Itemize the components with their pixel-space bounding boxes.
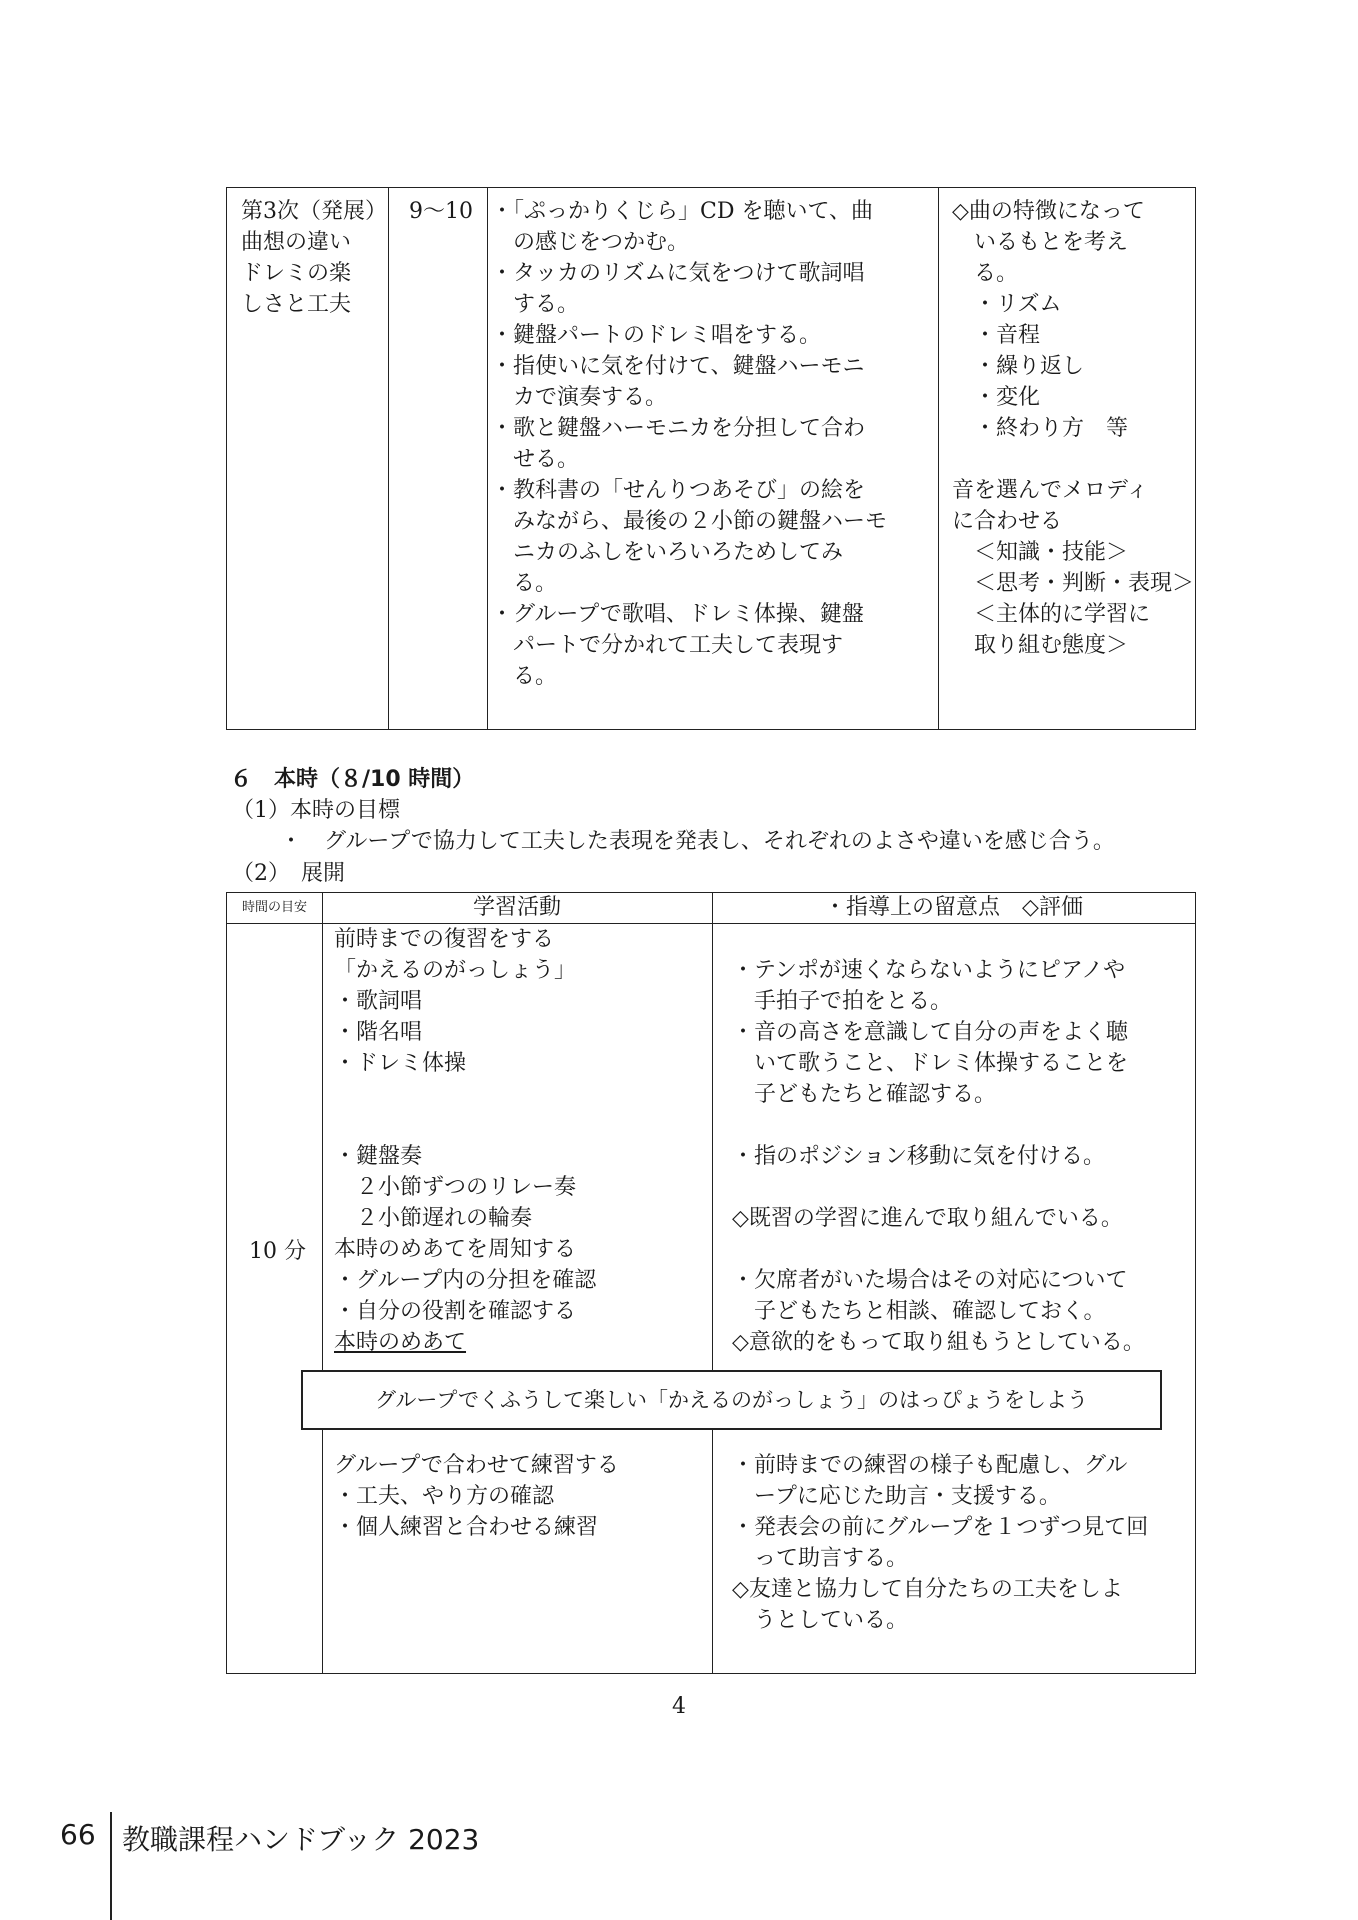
text-line: ・鍵盤奏 bbox=[334, 1144, 423, 1169]
text-line: に合わせる bbox=[952, 509, 1063, 534]
text-line: ・音程 bbox=[952, 323, 1041, 348]
text-line: ・工夫、やり方の確認 bbox=[334, 1484, 555, 1509]
text-line: る。 bbox=[952, 261, 1019, 286]
text-line bbox=[732, 1234, 1145, 1265]
text-line: ◇曲の特徴になって bbox=[952, 199, 1145, 224]
text-line: ・グループで歌唱、ドレミ体操、鍵盤 bbox=[491, 602, 864, 627]
header-activity: 学習活動 bbox=[472, 895, 561, 920]
text-line: せる。 bbox=[491, 447, 580, 472]
text-line: ・指のポジション移動に気を付ける。 bbox=[732, 1144, 1106, 1169]
stage-cell bbox=[241, 196, 387, 320]
text-line: ・終わり方 等 bbox=[952, 416, 1129, 441]
activity-top-cell bbox=[334, 924, 596, 1358]
text-line: ドレミの楽 bbox=[241, 261, 352, 286]
text-line: ・発表会の前にグループを１つずつ見て回 bbox=[732, 1515, 1149, 1540]
text-line: ・前時までの練習の様子も配慮し、グル bbox=[732, 1453, 1128, 1478]
text-line: ープに応じた助言・支援する。 bbox=[732, 1484, 1061, 1509]
text-line: る。 bbox=[491, 664, 558, 689]
text-line: ・変化 bbox=[952, 385, 1041, 410]
text-line: ・タッカのリズムに気をつけて歌詞唱 bbox=[491, 261, 865, 286]
column-divider bbox=[322, 893, 323, 1673]
text-line: 子どもたちと相談、確認しておく。 bbox=[732, 1299, 1106, 1324]
footer-divider bbox=[110, 1812, 112, 1920]
text-line: する。 bbox=[491, 292, 580, 317]
header-points: ・指導上の留意点 ◇評価 bbox=[824, 895, 1083, 920]
text-line: ・音の高さを意識して自分の声をよく聴 bbox=[732, 1020, 1129, 1045]
activity-bottom-cell bbox=[334, 1450, 619, 1543]
text-line: ・繰り返し bbox=[952, 354, 1085, 379]
text-line: ・欠席者がいた場合はその対応について bbox=[732, 1268, 1128, 1293]
text-line: ・歌詞唱 bbox=[334, 989, 423, 1014]
text-line: 音を選んでメロディ bbox=[952, 478, 1149, 503]
column-divider bbox=[712, 893, 713, 1673]
points-top-cell bbox=[732, 924, 1145, 1358]
text-line: る。 bbox=[491, 571, 558, 596]
text-line: うとしている。 bbox=[732, 1608, 909, 1633]
time-value: 10 分 bbox=[249, 1239, 306, 1264]
text-line: ＜知識・技能＞ bbox=[952, 540, 1129, 565]
text-line: ・鍵盤パートのドレミ唱をする。 bbox=[491, 323, 822, 348]
activity-underlined: 本時のめあて bbox=[334, 1330, 467, 1355]
text-line: 第3次（発展） bbox=[241, 199, 387, 224]
activity-top-lines bbox=[334, 924, 596, 1327]
text-line: ・階名唱 bbox=[334, 1020, 423, 1045]
text-line: みながら、最後の２小節の鍵盤ハーモ bbox=[491, 509, 888, 534]
text-line: ２小節ずつのリレー奏 bbox=[334, 1175, 577, 1200]
text-line: 手拍子で拍をとる。 bbox=[732, 989, 953, 1014]
activities-cell bbox=[491, 196, 887, 692]
lesson-development-table bbox=[226, 892, 1196, 1674]
text-line: ・歌と鍵盤ハーモニカを分担して合わ bbox=[491, 416, 866, 441]
text-line: の感じをつかむ。 bbox=[491, 230, 690, 255]
evaluation-cell bbox=[952, 196, 1194, 661]
text-line bbox=[334, 1079, 596, 1110]
text-line: 曲想の違い bbox=[241, 230, 352, 255]
text-line: ２小節遅れの輪奏 bbox=[334, 1206, 533, 1231]
hours-cell: 9〜10 bbox=[409, 199, 473, 224]
text-line: ・リズム bbox=[952, 292, 1062, 317]
text-line: ・テンポが速くならないようにピアノや bbox=[732, 958, 1126, 983]
text-line: グループで合わせて練習する bbox=[334, 1453, 619, 1478]
column-divider bbox=[388, 188, 389, 729]
text-line: ◇友達と協力して自分たちの工夫をしよ bbox=[732, 1577, 1123, 1602]
footer-title: 教職課程ハンドブック 2023 bbox=[122, 1823, 480, 1856]
footer-page-number: 66 bbox=[60, 1818, 96, 1851]
unit-plan-table bbox=[226, 187, 1196, 730]
text-line: パートで分かれて工夫して表現す bbox=[491, 633, 844, 658]
text-line: いるもとを考え bbox=[952, 230, 1129, 255]
text-line: ・教科書の「せんりつあそび」の絵を bbox=[491, 478, 866, 503]
text-line: って助言する。 bbox=[732, 1546, 909, 1571]
text-line bbox=[732, 924, 1145, 955]
section-title: ６ 本時（８/10 時間） bbox=[230, 767, 475, 792]
text-line: ・自分の役割を確認する bbox=[334, 1299, 577, 1324]
text-line: ・グループ内の分担を確認 bbox=[334, 1268, 597, 1293]
page-number: 4 bbox=[672, 1694, 686, 1719]
text-line: いて歌うこと、ドレミ体操することを bbox=[732, 1051, 1129, 1076]
text-line: しさと工夫 bbox=[241, 292, 352, 317]
text-line: ・ドレミ体操 bbox=[334, 1051, 467, 1076]
goal-heading: （1）本時の目標 bbox=[232, 798, 400, 823]
text-line: 前時までの復習をする bbox=[334, 927, 555, 952]
text-line: ◇既習の学習に進んで取り組んでいる。 bbox=[732, 1206, 1123, 1231]
header-time: 時間の目安 bbox=[241, 900, 307, 915]
text-line: カで演奏する。 bbox=[491, 385, 668, 410]
column-divider bbox=[487, 188, 488, 729]
text-line bbox=[334, 1110, 596, 1141]
column-divider bbox=[938, 188, 939, 729]
text-line bbox=[732, 1110, 1145, 1141]
text-line: ・指使いに気を付けて、鍵盤ハーモニ bbox=[491, 354, 865, 379]
text-line: ニカのふしをいろいろためしてみ bbox=[491, 540, 844, 565]
lesson-goal-box: グループでくふうして楽しい「かえるのがっしょう」のはっぴょうをしよう bbox=[301, 1370, 1162, 1430]
development-heading: （2） 展開 bbox=[232, 861, 345, 886]
text-line: 子どもたちと確認する。 bbox=[732, 1082, 997, 1107]
text-line: 本時のめあてを周知する bbox=[334, 1237, 577, 1262]
points-bottom-cell bbox=[732, 1450, 1148, 1636]
text-line: ＜思考・判断・表現＞ bbox=[952, 571, 1195, 596]
text-line bbox=[732, 1172, 1145, 1203]
text-line: ・個人練習と合わせる練習 bbox=[334, 1515, 599, 1540]
text-line bbox=[952, 444, 1194, 475]
text-line: ＜主体的に学習に bbox=[952, 602, 1151, 627]
text-line: 「かえるのがっしょう」 bbox=[334, 958, 577, 983]
text-line: ◇意欲的をもって取り組もうとしている。 bbox=[732, 1330, 1145, 1355]
text-line: ・「ぷっかりくじら」CD を聴いて、曲 bbox=[491, 199, 874, 224]
goal-text: ・ グループで協力して工夫した表現を発表し、それぞれのよさや違いを感じ合う。 bbox=[280, 829, 1115, 854]
text-line: 取り組む態度＞ bbox=[952, 633, 1129, 658]
